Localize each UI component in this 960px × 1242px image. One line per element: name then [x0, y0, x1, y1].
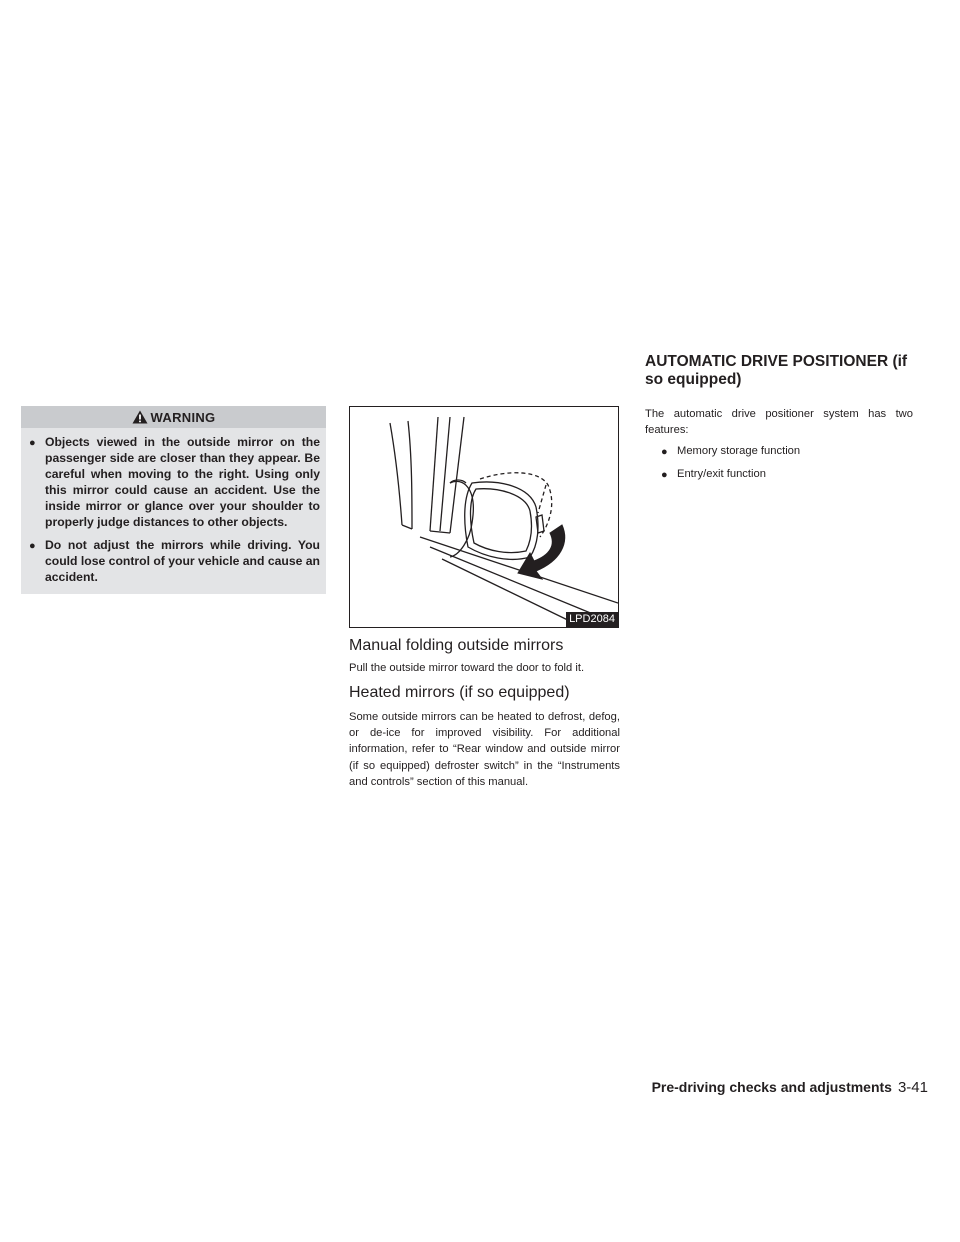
bullet-icon: ●	[29, 437, 36, 449]
feature-text: Entry/exit function	[677, 468, 766, 480]
manual-folding-heading: Manual folding outside mirrors	[349, 637, 564, 654]
mirror-fold-illustration	[350, 407, 618, 627]
warning-header	[21, 406, 326, 428]
section-title: AUTOMATIC DRIVE POSITIONER (if so equipped)	[645, 353, 908, 388]
bullet-icon: ●	[661, 469, 668, 481]
warning-item-text: Objects viewed in the outside mirror on the passenger side are closer than they appear. Be careful when moving to the right. Using only this mirror could cause an accident. Use the inside mirror or glance over your shoulder to properly judge distances to other objects.	[45, 435, 320, 529]
feature-list	[661, 443, 800, 489]
list-item	[661, 466, 800, 483]
warning-box	[21, 406, 326, 594]
footer-section-name: Pre-driving checks and adjustments	[651, 1079, 892, 1095]
warning-item	[29, 537, 320, 585]
adp-intro: The automatic drive positioner system has two features:	[645, 408, 913, 437]
mirror-figure	[349, 406, 619, 628]
bullet-icon: ●	[661, 446, 668, 458]
bullet-icon: ●	[29, 540, 36, 552]
manual-folding-text: Pull the outside mirror toward the door to fold it.	[349, 662, 585, 674]
warning-item-text: Do not adjust the mirrors while driving. You could lose control of your vehicle and cause an accident.	[45, 538, 320, 584]
list-item	[661, 443, 800, 460]
page-number: 3-41	[897, 1079, 928, 1096]
warning-icon	[132, 410, 148, 424]
warning-title: WARNING	[150, 409, 216, 425]
feature-text: Memory storage function	[677, 445, 801, 457]
figure-label: LPD2084	[566, 612, 618, 627]
heated-mirrors-text: Some outside mirrors can be heated to defrost, defog, or de-ice for improved visibility. For additional information, refer to “Rear window and outside mirror (if so equipped) defroster switch” in the “Instruments and controls” section of this manual.	[349, 711, 620, 788]
page-footer	[652, 1079, 928, 1096]
warning-list	[21, 428, 326, 585]
heated-mirrors-heading: Heated mirrors (if so equipped)	[349, 684, 570, 701]
warning-item	[29, 434, 320, 530]
